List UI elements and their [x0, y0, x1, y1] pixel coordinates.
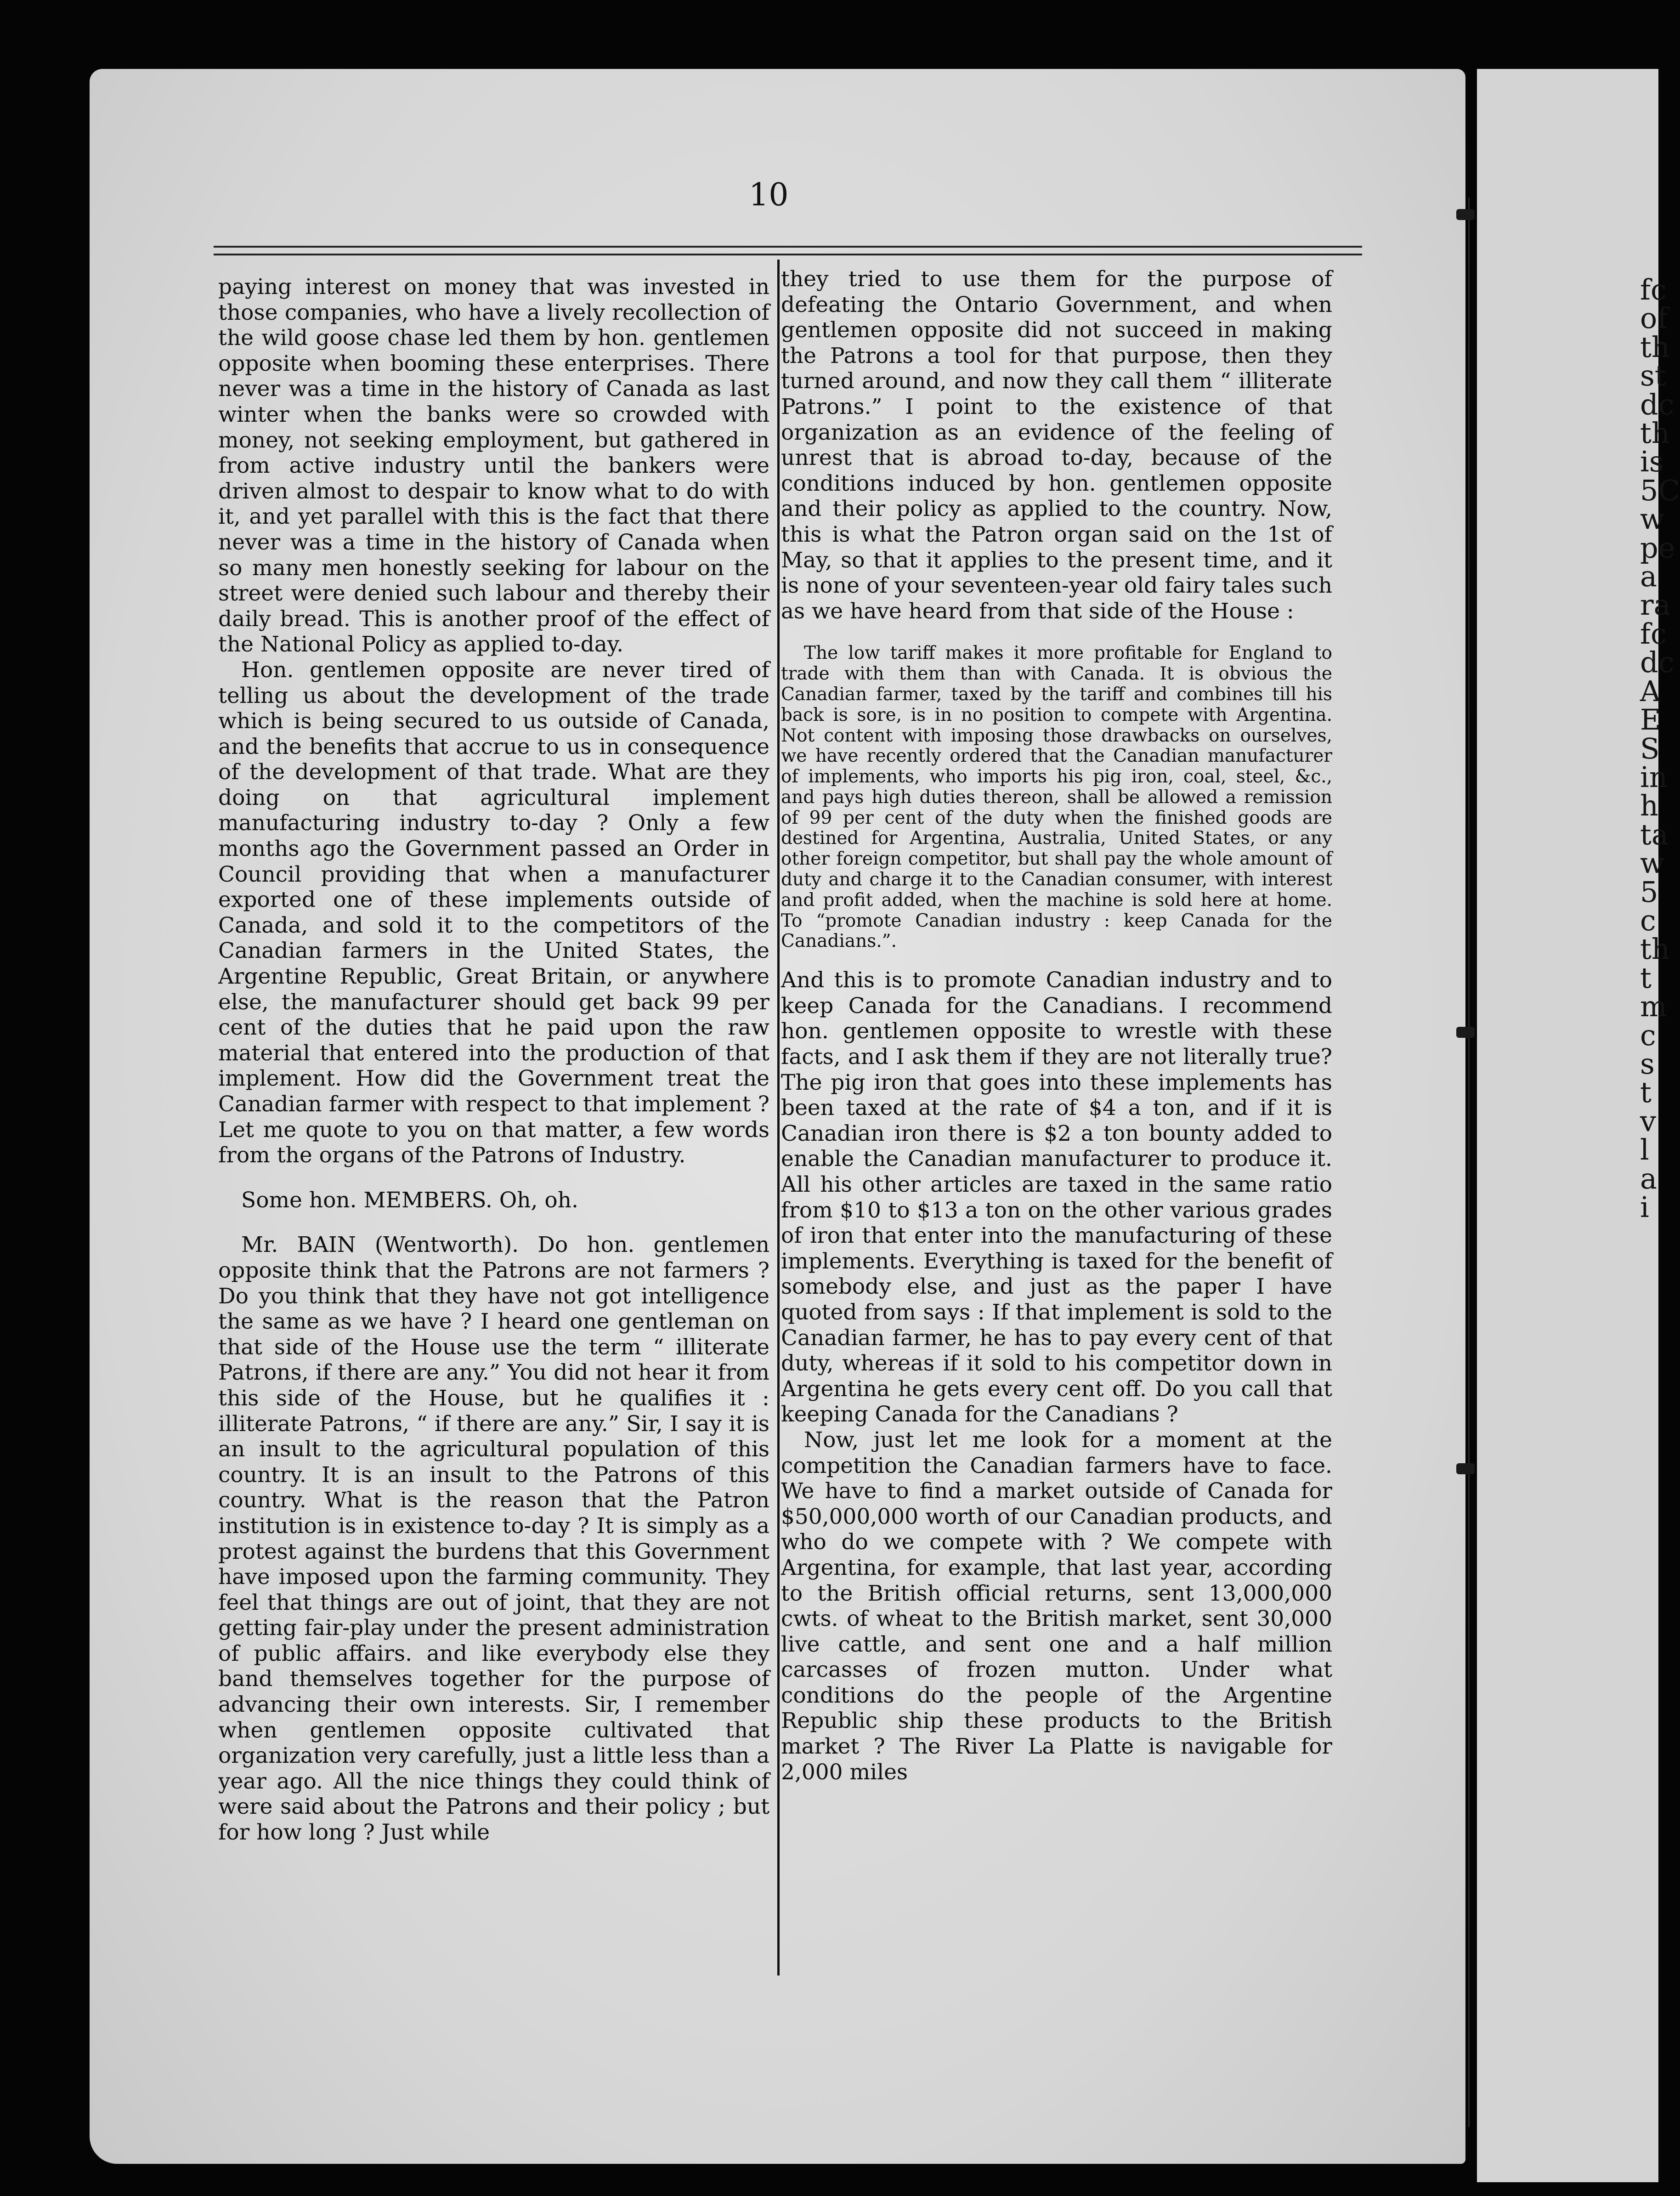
header-rule — [214, 246, 1362, 248]
left-column — [218, 274, 769, 1845]
binding-mark — [1456, 1027, 1475, 1038]
header-rule — [214, 254, 1362, 255]
binding-mark — [1456, 1463, 1475, 1474]
binding-mark — [1456, 209, 1475, 220]
page-number: 10 — [749, 177, 789, 213]
paragraph: they tried to use them for the purpose of defeating the Ontario Government, and when gentlemen opposite did not succeed in making the Patrons a tool for that purpose, then they turned around, and now they call them “ illiterate Patrons.” I point to the existence of that organization as an evidence of the feeling of unrest that is abroad to-day, because of the conditions induced by hon. gentlemen opposite and their policy as applied to the country. Now, this is what the Patron organ said on the 1st of May, so that it applies to the present time, and it is none of your seventeen-year old fairy tales such as we have heard from that side of the House : — [781, 266, 1332, 624]
paragraph: Mr. BAIN (Wentworth). Do hon. gentlemen opposite think that the Patrons are not farmers ? Do you think that they have not got intelligence the same as we have ? I heard one gentleman on that side of the House use the term “ illiterate Patrons, if there are any.” You did not hear it from this side of the House, but he qualifies it : illiterate Patrons, “ if there are any.” Sir, I say it is an insult to the agricultural population of this country. It is an insult to the Patrons of this country. What is the reason that the Patron institution is in existence to-day ? It is simply as a protest against the burdens that this Government have imposed upon the farming community. They feel that things are out of joint, that they are not getting fair-play under the present administration of public affairs. and like everybody else they band themselves together for the purpose of advancing their own interests. Sir, I remember when gentlemen opposite cultivated that organization very carefully, just a little less than a year ago. All the nice things they could think of were said about the Patrons and their policy ; but for how long ? Just while — [218, 1232, 769, 1845]
adjacent-page-text: fc of th st dc th is 5C w pe a ra fc dc A E S in h ta w 5 c th t m c s t v l a i — [1640, 273, 1680, 1224]
column-divider — [777, 260, 780, 1975]
right-column — [781, 266, 1332, 1785]
paragraph: And this is to promote Canadian industry and to keep Canada for the Canadians. I recommend hon. gentlemen opposite to wrestle with these facts, and I ask them if they are not literally true? The pig iron that goes into these implements has been taxed at the rate of $4 a ton, and if it is Canadian iron there is $2 a ton bounty added to enable the Canadian manufacturer to produce it. All his other articles are taxed in the same ratio from $10 to $13 a ton on the other various grades of iron that enter into the manufacturing of these implements. Everything is taxed for the benefit of somebody else, and just as the paper I have quoted from says : If that implement is sold to the Canadian farmer, he has to pay every cent of that duty, whereas if it sold to his competitor down in Argentina he gets every cent off. Do you call that keeping Canada for the Canadians ? — [781, 968, 1332, 1427]
binding-crease — [1468, 198, 1470, 2127]
block-quote: The low tariff makes it more profitable for England to trade with them than with Canada. It is obvious the Canadian farmer, taxed by the tariff and combines till his back is sore, is in no position to compete with Argentina. Not content with imposing those drawbacks on ourselves, we have recently ordered that the Canadian manufacturer of implements, who imports his pig iron, coal, steel, &c., and pays high duties thereon, shall be allowed a remission of 99 per cent of the duty when the finished goods are destined for Argentina, Australia, United States, or any other foreign competitor, but shall pay the whole amount of duty and charge it to the Canadian consumer, with interest and profit added, when the machine is sold here at home. To “promote Canadian industry : keep Canada for the Canadians.”. — [781, 643, 1332, 952]
paragraph: Now, just let me look for a moment at the competition the Canadian farmers have to face. We have to find a market outside of Canada for $50,000,000 worth of our Canadian products, and who do we compete with ? We compete with Argentina, for example, that last year, according to the British official returns, sent 13,000,000 cwts. of wheat to the British market, sent 30,000 live cattle, and sent one and a half million carcasses of frozen mutton. Under what conditions do the people of the Argentine Republic ship these products to the British market ? The River La Platte is navigable for 2,000 miles — [781, 1427, 1332, 1785]
paragraph: paying interest on money that was invested in those companies, who have a lively recollection of the wild goose chase led them by hon. gentlemen opposite when booming these enterprises. There never was a time in the history of Canada as last winter when the banks were so crowded with money, not seeking employment, but gathered in from active industry until the bankers were driven almost to despair to know what to do with it, and yet parallel with this is the fact that there never was a time in the history of Canada when so many men honestly seeking for labour on the street were denied such labour and thereby their daily bread. This is another proof of the effect of the National Policy as applied to-day. — [218, 274, 769, 657]
paragraph: Hon. gentlemen opposite are never tired of telling us about the development of the trade which is being secured to us outside of Canada, and the benefits that accrue to us in consequence of the development of that trade. What are they doing on that agricultural implement manufacturing industry to-day ? Only a few months ago the Government passed an Order in Council providing that when a manufacturer exported one of these implements outside of Canada, and sold it to the competitors of the Canadian farmers in the United States, the Argentine Republic, Great Britain, or anywhere else, the manufacturer should get back 99 per cent of the duties that he paid upon the raw material that entered into the production of that implement. How did the Government treat the Canadian farmer with respect to that implement ? Let me quote to you on that matter, a few words from the organs of the Patrons of Industry. — [218, 657, 769, 1168]
paragraph: Some hon. MEMBERS. Oh, oh. — [241, 1187, 578, 1213]
